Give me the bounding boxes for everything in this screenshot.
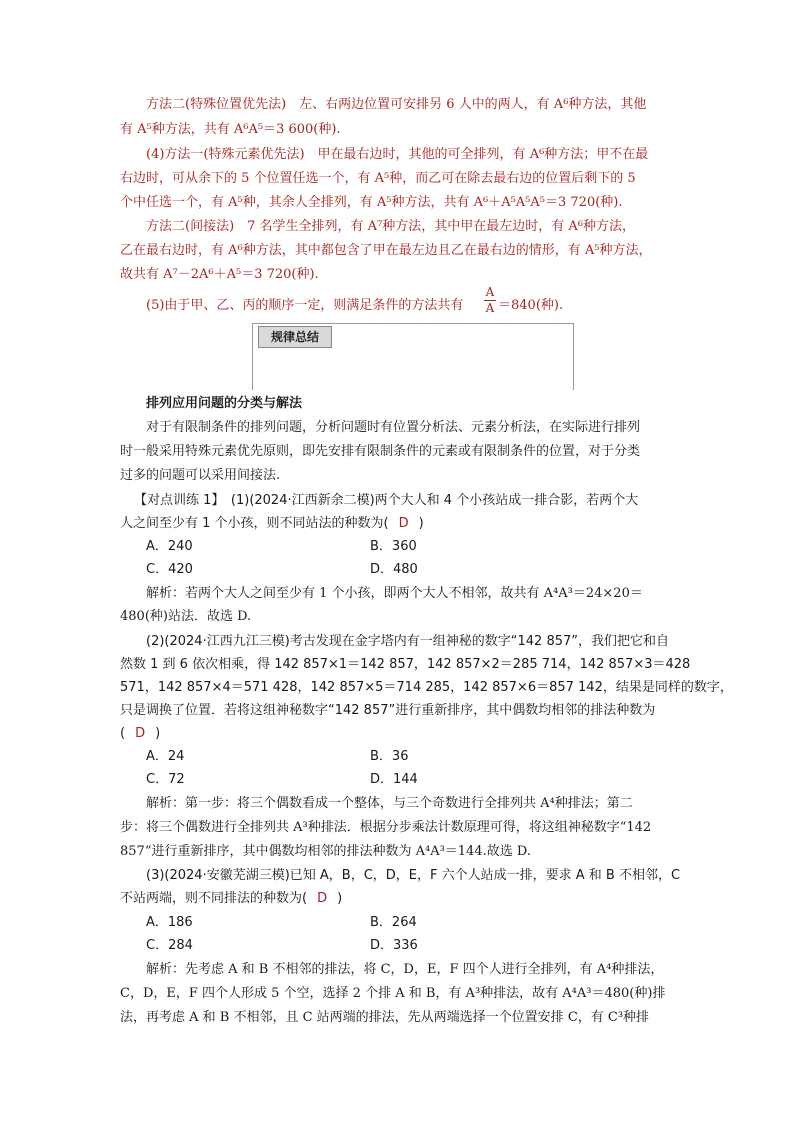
q2-line4: 只是调换了位置．若将这组神秘数字“142 857”进行重新排序，其中偶数均相邻的排法种数为 — [120, 703, 656, 718]
q3-option-b: B．264 — [370, 915, 417, 930]
q1-option-c: C．420 — [146, 562, 193, 577]
q2-line3: 571，142 857×4＝571 428，142 857×5＝714 285，142 857×6＝857 142，结果是同样的数字， — [120, 680, 733, 695]
q1-close-paren: ) — [418, 516, 424, 531]
q2-open-paren: ( — [120, 726, 126, 741]
q2-option-a: A．24 — [146, 749, 185, 764]
q2-solution-line1: 解析：第一步：将三个偶数看成一个整体，与三个奇数进行全排列共 A⁴种排法；第二 — [146, 796, 633, 811]
q3-option-d: D．336 — [370, 938, 418, 953]
q3-option-c: C．284 — [146, 938, 193, 953]
q3-line2 — [120, 890, 342, 908]
q2-line2: 然数 1 到 6 依次相乘，得 142 857×1＝142 857，142 857×2＝285 714，142 857×3＝428 — [120, 657, 691, 672]
q2-option-d: D．144 — [370, 772, 418, 787]
q2-option-c: C．72 — [146, 772, 185, 787]
q1-text: 人之间至少有 1 个小孩，则不同站法的种数为( — [120, 516, 389, 531]
q1-option-b: B．360 — [370, 539, 417, 554]
part5-fraction — [484, 286, 496, 315]
q3-answer: D — [317, 891, 328, 906]
part4-line3: 个中任选一个，有 A⁵种，其余人全排列，有 A⁵种方法，共有 A⁶＋A⁵A⁵A⁵＝3 720(种). — [120, 195, 623, 210]
q3-solution-line3: 法，再考虑 A 和 B 不相邻，且 C 站两端的排法，先从两端选择一个位置安排 C，有 C³种排 — [120, 1010, 650, 1025]
q2-answer: D — [135, 726, 146, 741]
q3-solution-line2: C，D，E，F 四个人形成 5 个空，选择 2 个排 A 和 B，有 A³种排法，故有 A⁴A³＝480(种)排 — [120, 986, 666, 1001]
q3-line1: (3)(2024·安徽芜湖三模)已知 A，B，C，D，E，F 六个人站成一排，要求 A 和 B 不相邻，C — [146, 868, 681, 883]
part4-method2-line3: 故共有 A⁷－2A⁶＋A⁵＝3 720(种). — [120, 267, 319, 282]
part5-text: (5)由于甲、乙、丙的顺序一定，则满足条件的方法共有 — [146, 298, 464, 313]
q2-line1: (2)(2024·江西九江三模)考古发现在金字塔内有一组神秘的数字“142 857”，我们把它和自 — [146, 634, 670, 649]
part4-line1: (4)方法一(特殊元素优先法) 甲在最右边时，其他的可全排列，有 A⁶种方法；甲不在最 — [146, 147, 649, 162]
q1-solution-line1: 解析：若两个大人之间至少有 1 个小孩，即两个大人不相邻，故共有 A⁴A³＝24×20＝ — [146, 586, 643, 601]
summary-body-line2: 时一般采用特殊元素优先原则，即先安排有限制条件的元素或有限制条件的位置，对于分类 — [120, 444, 641, 459]
part5-result: ＝840(种). — [498, 298, 564, 313]
q1-line1: 【对点训练 1】 (1)(2024·江西新余二模)两个大人和 4 个小孩站成一排合影，若两个大 — [134, 493, 639, 508]
method2-line2: 有 A⁵种方法，共有 A⁶A⁵＝3 600(种). — [120, 122, 341, 137]
q3-text: 不站两端，则不同排法的种数为( — [120, 891, 308, 906]
q1-option-a: A．240 — [146, 539, 193, 554]
summary-body-line1: 对于有限制条件的排列问题，分析问题时有位置分析法、元素分析法，在实际进行排列 — [146, 420, 641, 435]
q3-close-paren: ) — [337, 891, 343, 906]
q1-answer: D — [398, 516, 409, 531]
q2-solution-line2: 步：将三个偶数进行全排列共 A³种排法．根据分步乘法计数原理可得，将这组神秘数字“142 — [120, 820, 652, 835]
q3-option-a: A．186 — [146, 915, 193, 930]
summary-tab: 规律总结 — [258, 326, 332, 348]
fraction-denominator: A — [485, 301, 495, 315]
fraction-numerator: A — [485, 285, 495, 299]
summary-body-line3: 过多的问题可以采用间接法. — [120, 468, 281, 483]
part4-method2-line2: 乙在最右边时，有 A⁶种方法，其中都包含了甲在最左边且乙在最右边的情形，有 A⁵种方法， — [120, 243, 652, 258]
q1-option-d: D．480 — [370, 562, 418, 577]
q2-answer-line — [120, 725, 160, 743]
part4-line2: 右边时，可从余下的 5 个位置任选一个，有 A⁵种，而乙可在除去最右边的位置后剩下的 5 — [120, 171, 636, 186]
q1-solution-line2: 480(种)站法．故选 D. — [120, 609, 252, 624]
q2-option-b: B．36 — [370, 749, 409, 764]
q2-close-paren: ) — [155, 726, 161, 741]
part4-method2-line1: 方法二(间接法) 7 名学生全排列，有 A⁷种方法，其中甲在最左边时，有 A⁶种方法， — [146, 219, 636, 234]
q3-solution-line1: 解析：先考虑 A 和 B 不相邻的排法，将 C，D，E，F 四个人进行全排列，有 A⁴种排法， — [146, 962, 664, 977]
q2-solution-line3: 857”进行重新排序，其中偶数均相邻的排法种数为 A⁴A³＝144.故选 D. — [120, 844, 531, 859]
q1-line2 — [120, 515, 424, 533]
method2-line1: 方法二(特殊位置优先法) 左、右两边位置可安排另 6 人中的两人，有 A⁶种方法，其他 — [146, 97, 647, 112]
summary-heading: 排列应用问题的分类与解法 — [146, 396, 303, 411]
